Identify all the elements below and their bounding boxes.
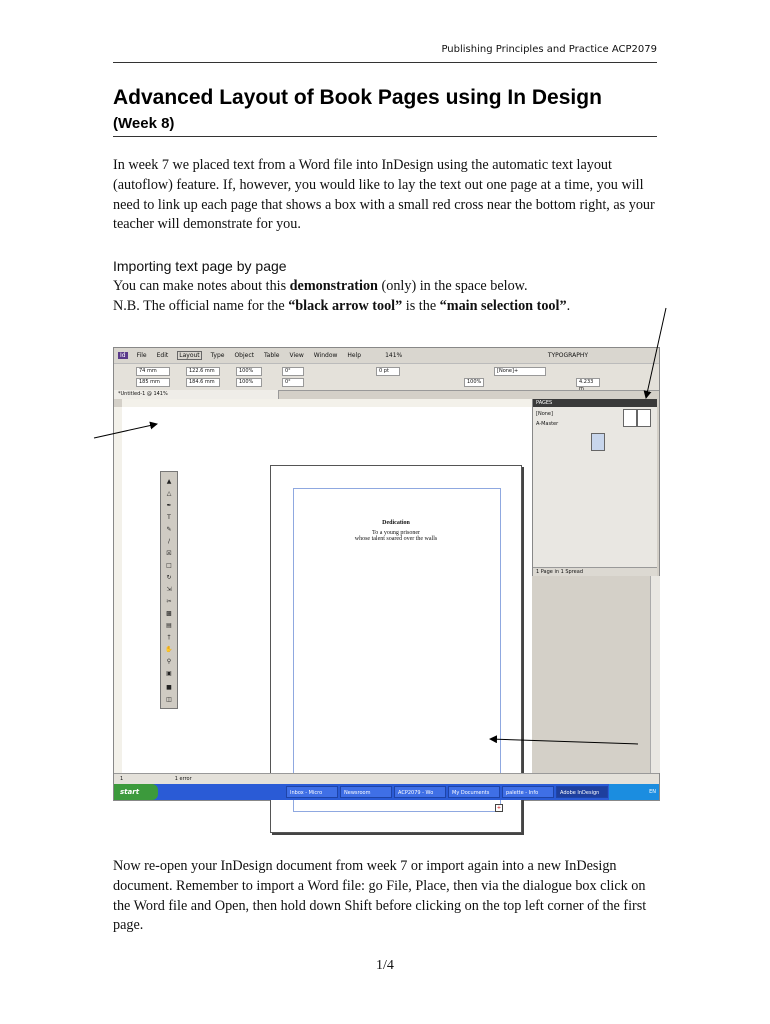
direct-selection-tool-icon[interactable]: △ [166,490,172,497]
angle-field[interactable]: 0° [282,367,304,376]
taskbar-item-1[interactable]: Inbox - Micro [286,786,338,798]
status-bar [114,773,659,784]
menu-view[interactable]: View [289,352,304,359]
start-button[interactable]: start [114,784,158,800]
document-subtitle: (Week 8) [113,115,175,132]
taskbar-item-6[interactable]: Adobe InDesign [556,786,608,798]
section-line1-a: You can make notes about this [113,278,290,294]
document-tab[interactable]: *Untitled-1 @ 141% [114,390,279,399]
taskbar-item-4[interactable]: My Documents [448,786,500,798]
size-field[interactable]: 4.233 m [576,378,600,387]
dedication-line1: To a young prisoner [371,530,421,536]
hand-tool-icon[interactable]: ✋ [165,646,173,653]
shear-field[interactable]: 0° [282,378,304,387]
scale-tool-icon[interactable]: ⇲ [166,586,172,593]
x-field[interactable]: 74 mm [136,367,170,376]
rectangle-tool-icon[interactable]: □ [166,562,172,569]
apply-color-icon[interactable]: ■ [166,684,172,691]
page-1-thumb[interactable] [591,433,605,451]
title-rule [113,136,657,137]
note-tool-icon[interactable]: ▤ [166,622,172,629]
document-title: Advanced Layout of Book Pages using In Design [113,86,602,109]
rotate-tool-icon[interactable]: ↻ [166,574,172,581]
menu-type[interactable]: Type [210,352,225,359]
vertical-scrollbar[interactable] [650,576,660,773]
menu-table[interactable]: Table [263,352,280,359]
menu-help[interactable]: Help [347,352,362,359]
scale-y-field[interactable]: 100% [236,378,262,387]
dedication-heading: Dedication [382,520,410,526]
none-master-label[interactable]: [None] [536,411,553,417]
section-line2-d: “main selection tool” [439,297,567,314]
section-line1-b: demonstration [289,278,378,294]
preflight-status: 1 error [174,776,192,782]
fill-stroke-icon[interactable]: ▣ [166,670,172,677]
menu-layout[interactable]: Layout [179,352,200,359]
menu-object[interactable]: Object [234,352,254,359]
type-tool-icon[interactable]: T [167,514,171,521]
master-page-thumb[interactable] [623,409,637,427]
opacity-field[interactable]: 100% [464,378,484,387]
section-line2-a: N.B. The official name for the [113,297,289,314]
frame-tool-icon[interactable]: ☒ [166,550,172,557]
menu-bar [114,348,659,363]
system-tray[interactable]: EN [609,784,659,800]
app-logo-icon: Id [120,352,126,359]
menu-edit[interactable]: Edit [156,352,169,359]
section-line2-e: . [566,297,571,314]
scale-x-field[interactable]: 100% [236,367,262,376]
indesign-screenshot [113,347,660,811]
h-field[interactable]: 184.6 mm [186,378,220,387]
pen-tool-icon[interactable]: ✒ [166,502,172,509]
page-number-field[interactable]: 1 [120,776,124,782]
stroke-weight-field[interactable]: 0 pt [376,367,400,376]
w-field[interactable]: 122.6 mm [186,367,220,376]
pages-panel-footer: 1 Page in 1 Spread [533,567,657,576]
section-line1-c: (only) in the space below. [377,278,528,294]
zoom-tool-icon[interactable]: ⚲ [166,658,172,665]
menu-file[interactable]: File [136,352,147,359]
line-tool-icon[interactable]: ∕ [167,538,171,545]
y-field[interactable]: 185 mm [136,378,170,387]
section-line2-c: is the [402,297,440,314]
object-style-field[interactable]: [None]+ [494,367,546,376]
a-master-label[interactable]: A-Master [536,421,559,427]
taskbar-item-2[interactable]: Newsroom [340,786,392,798]
master-page-thumb-right[interactable] [637,409,651,427]
control-panel [114,363,659,391]
windows-taskbar [114,784,659,800]
overset-port-icon[interactable]: + [496,805,502,811]
taskbar-item-3[interactable]: ACP2079 - Wo [394,786,446,798]
section-line2-b: “black arrow tool” [288,297,403,314]
dedication-line2: whose talent soared over the walls [354,536,438,542]
selection-tool-icon[interactable]: ▲ [166,478,172,485]
page-number: 1/4 [376,958,394,973]
zoom-level[interactable]: 141% [385,352,403,359]
tools-panel [160,471,178,709]
outro-paragraph: Now re-open your InDesign document from week 7 or import again into a new InDesign document. Remember to import a Word file: go File, Place, then via the dialogue box click on the Word file and Open, then hold down Shift before clicking on the top left corner of the first page. [113,858,647,934]
view-mode-icon[interactable]: ◫ [166,696,172,703]
pencil-tool-icon[interactable]: ✎ [166,526,172,533]
intro-paragraph: In week 7 we placed text from a Word file into InDesign using the automatic text layout (autoflow) feature. If, however, you would like to lay the text out one page at a time, you will need to link up each page that shows a box with a small red cross near the bottom right, as your teacher will demonstrate for you. [113,157,655,233]
section-paragraph [113,277,658,317]
menu-window[interactable]: Window [313,352,338,359]
gradient-tool-icon[interactable]: ▩ [166,610,172,617]
running-header: Publishing Principles and Practice ACP2079 [441,44,657,55]
taskbar-item-5[interactable]: palette - Info [502,786,554,798]
workspace-switcher[interactable]: TYPOGRAPHY [547,352,588,359]
page-text [271,520,521,542]
section-heading: Importing text page by page [113,258,287,274]
scissors-tool-icon[interactable]: ✂ [166,598,172,605]
eyedropper-tool-icon[interactable]: † [167,634,171,641]
header-rule [113,62,657,63]
pages-panel [532,399,657,576]
pages-panel-tab[interactable]: PAGES [533,399,657,407]
